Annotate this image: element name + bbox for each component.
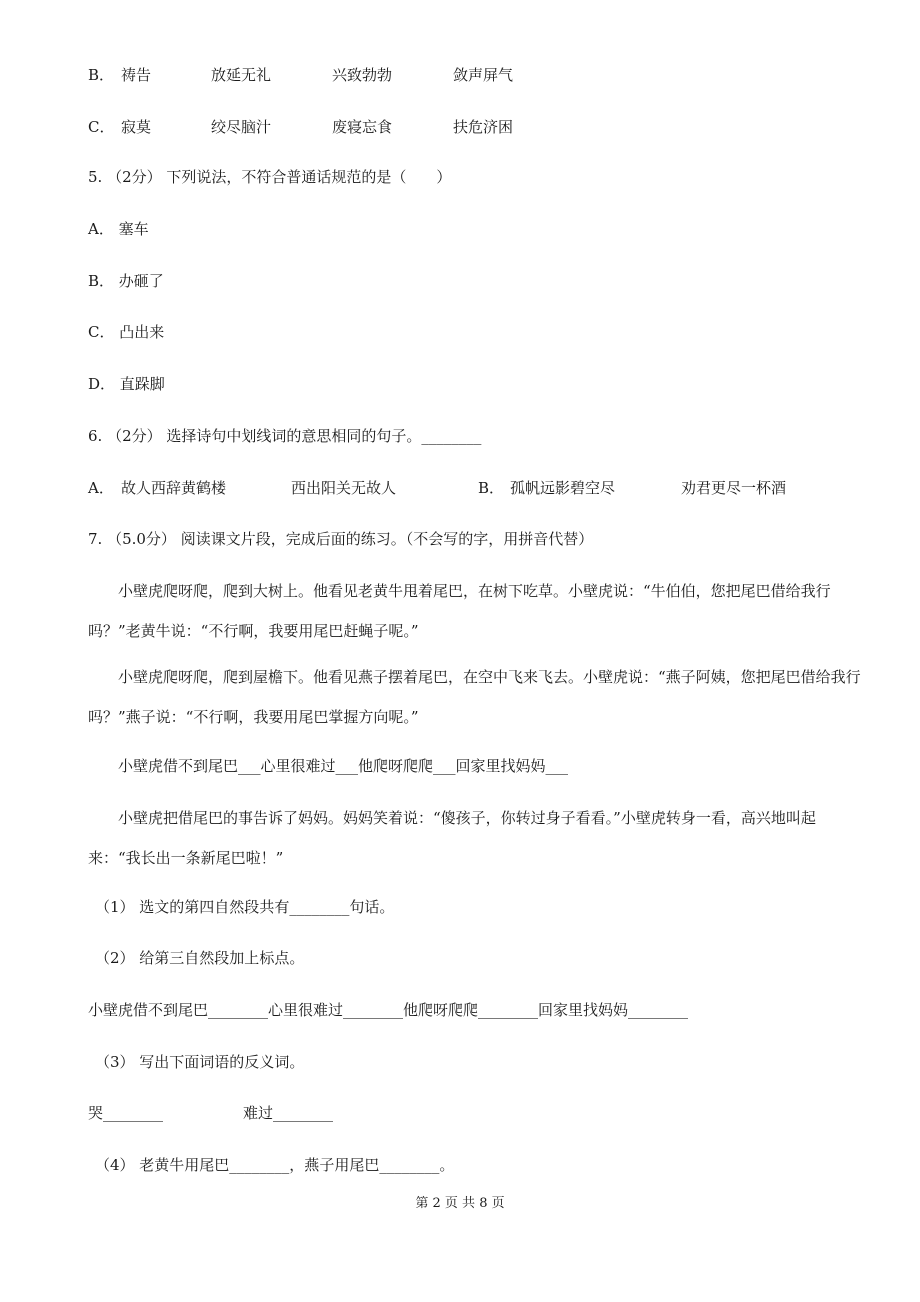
option-letter: B． <box>478 479 505 497</box>
passage-paragraph-2: 小壁虎爬呀爬，爬到屋檐下。他看见燕子摆着尾巴，在空中飞来飞去。小壁虎说：“燕子阿姨，您把尾巴借给我行吗？”燕子说：“不行啊，我要用尾巴掌握方向呢。” <box>88 668 861 726</box>
option-word: 扶危济困 <box>453 118 514 136</box>
option-letter: A． <box>88 479 114 497</box>
option-line: 劝君更尽一杯酒 <box>681 479 787 497</box>
option-line: 故人西辞黄鹤楼 <box>121 479 227 497</box>
q5-option-a: A． 塞车 <box>88 220 149 238</box>
q7-sub-question-2: （2） 给第三自然段加上标点。 <box>95 949 305 967</box>
option-word: 放延无礼 <box>211 66 272 84</box>
q7-stem: 7. （5.0分） 阅读课文片段，完成后面的练习。（不会写的字，用拼音代替） <box>88 530 594 548</box>
page-footer: 第 2 页 共 8 页 <box>415 1196 505 1211</box>
q7-sub-question-1: （1） 选文的第四自然段共有________句话。 <box>95 898 395 916</box>
q6-stem: 6. （2分） 选择诗句中划线词的意思相同的句子。________ <box>88 427 482 445</box>
q5-option-c: C． 凸出来 <box>88 323 165 341</box>
option-line: 孤帆远影碧空尽 <box>510 479 616 497</box>
passage-paragraph-4: 小壁虎把借尾巴的事告诉了妈妈。妈妈笑着说：“傻孩子，你转过身子看看。”小壁虎转身一看，高兴地叫起来：“我长出一条新尾巴啦！” <box>88 809 816 867</box>
option-letter: B． <box>88 66 115 84</box>
option-line: 西出阳关无故人 <box>291 479 397 497</box>
option-word: 绞尽脑汁 <box>211 118 272 136</box>
q7-sub-question-4: （4） 老黄牛用尾巴________，燕子用尾巴________。 <box>95 1156 455 1174</box>
option-word: 敛声屏气 <box>453 66 514 84</box>
passage-paragraph-1: 小壁虎爬呀爬，爬到大树上。他看见老黄牛甩着尾巴，在树下吃草。小壁虎说：“牛伯伯，您把尾巴借给我行吗？”老黄牛说：“不行啊，我要用尾巴赶蝇子呢。” <box>88 582 831 640</box>
antonym-item-1: 哭________ <box>88 1104 164 1122</box>
option-word: 祷告 <box>121 66 152 84</box>
q7-sub-question-2-answer: 小壁虎借不到尾巴________心里很难过________他爬呀爬爬________回家里找妈妈________ <box>88 1001 689 1019</box>
option-letter: C． <box>88 118 115 136</box>
passage-paragraph-3: 小壁虎借不到尾巴___心里很难过___他爬呀爬爬___回家里找妈妈___ <box>118 757 569 775</box>
q5-stem: 5. （2分） 下列说法，不符合普通话规范的是（ ） <box>88 168 452 186</box>
q5-option-d: D． 直跺脚 <box>88 375 165 393</box>
option-word: 寂莫 <box>121 118 152 136</box>
q7-sub-question-3: （3） 写出下面词语的反义词。 <box>95 1053 305 1071</box>
q5-option-b: B． 办砸了 <box>88 272 164 290</box>
antonym-item-2: 难过________ <box>243 1104 334 1122</box>
option-word: 废寝忘食 <box>332 118 393 136</box>
option-word: 兴致勃勃 <box>332 66 393 84</box>
